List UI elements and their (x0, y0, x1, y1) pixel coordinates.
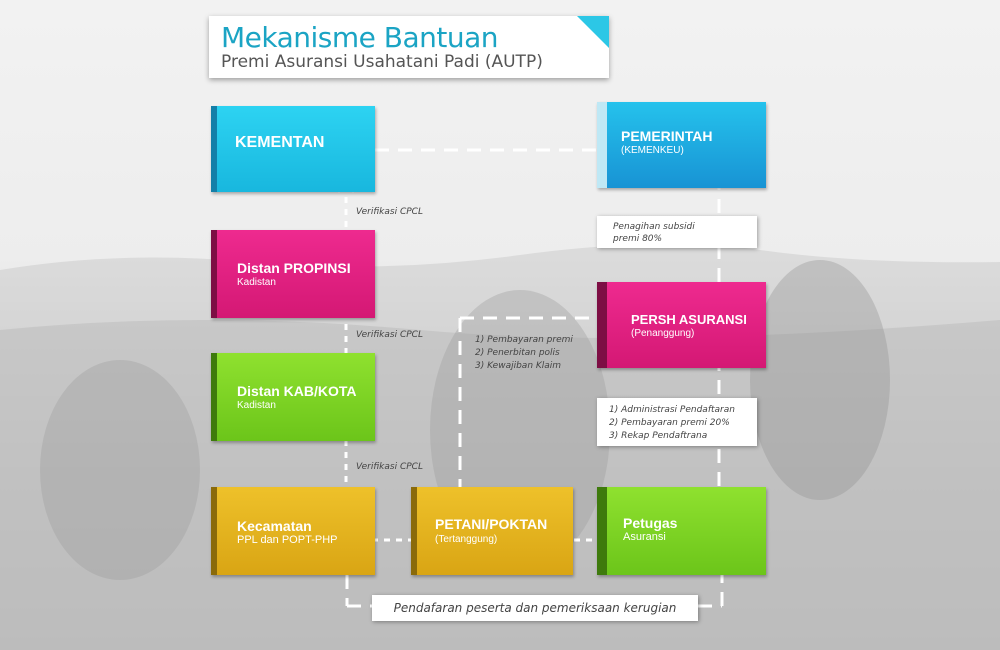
box-distan-kab (211, 353, 375, 441)
note-penagihan-1: Penagihan subsidi (613, 222, 695, 232)
note-bottom-pendaftaran: Pendafaran peserta dan pemeriksaan kerugian (372, 595, 698, 621)
title-main: Mekanisme Bantuan (221, 21, 499, 54)
note-admin-card (597, 398, 757, 446)
box-distan-kab-sub: Kadistan (237, 400, 276, 411)
box-kementan (211, 106, 375, 192)
box-persh-asuransi-label: PERSH ASURANSI (631, 312, 747, 327)
box-distan-kab-label: Distan KAB/KOTA (237, 383, 357, 399)
box-persh-asuransi (597, 282, 766, 368)
box-kecamatan-sub: PPL dan POPT-PHP (237, 534, 338, 546)
note-petani-pers-3: 3) Kewajiban Klaim (475, 361, 562, 371)
box-pemerintah-label: PEMERINTAH (621, 128, 713, 144)
box-kementan-label: KEMENTAN (235, 134, 325, 151)
box-pemerintah-sub: (KEMENKEU) (621, 145, 684, 156)
note-verifikasi-3: Verifikasi CPCL (356, 462, 423, 472)
box-petugas-label: Petugas (623, 515, 678, 531)
note-penagihan-card (597, 216, 757, 248)
box-petugas-asuransi (597, 487, 766, 575)
note-admin-3: 3) Rekap Pendaftrana (609, 431, 708, 441)
title-sub: Premi Asuransi Usahatani Padi (AUTP) (221, 52, 543, 72)
note-verifikasi-1: Verifikasi CPCL (356, 207, 423, 217)
box-petugas-sub: Asuransi (623, 531, 666, 543)
box-distan-propinsi-label: Distan PROPINSI (237, 260, 351, 276)
note-petani-pers-2: 2) Penerbitan polis (475, 348, 560, 358)
box-petani-poktan (411, 487, 573, 575)
box-petani-label: PETANI/POKTAN (435, 516, 548, 532)
note-petani-pers-1: 1) Pembayaran premi (475, 335, 573, 345)
note-admin-2: 2) Pembayaran premi 20% (609, 418, 730, 428)
box-persh-asuransi-sub: (Penanggung) (631, 328, 695, 339)
box-kecamatan (211, 487, 375, 575)
note-verifikasi-2: Verifikasi CPCL (356, 330, 423, 340)
note-penagihan-2: premi 80% (613, 234, 663, 244)
box-petani-sub: (Tertanggung) (435, 534, 498, 545)
box-distan-propinsi-sub: Kadistan (237, 277, 276, 288)
box-kecamatan-label: Kecamatan (237, 518, 312, 534)
box-distan-propinsi (211, 230, 375, 318)
note-admin-1: 1) Administrasi Pendaftaran (609, 405, 735, 415)
box-pemerintah (597, 102, 766, 188)
